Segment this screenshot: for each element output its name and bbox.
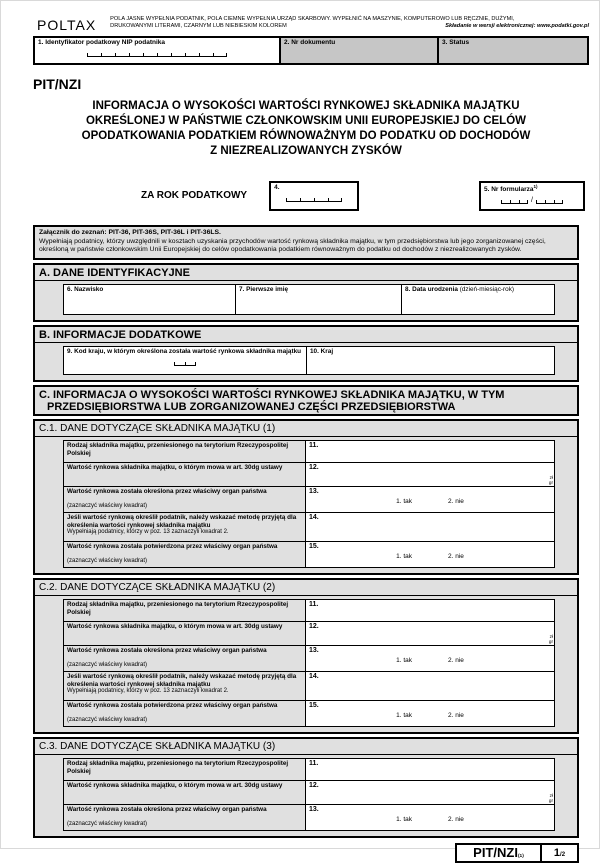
section-a-title: A. DANE IDENTYFIKACYJNE <box>35 265 577 281</box>
c2-row-13 <box>63 645 555 672</box>
c3-row-13-label-cell: Wartość rynkowa została określona przez właściwy organ państwa (zaznaczyć właściwy kwadrat) <box>63 804 306 831</box>
c1-row-13 <box>63 486 555 513</box>
option-tak[interactable]: 1. tak <box>396 498 412 506</box>
option-nie[interactable]: 2. nie <box>448 816 464 824</box>
form-number-field[interactable] <box>479 181 585 211</box>
option-nie[interactable]: 2. nie <box>448 498 464 506</box>
country-label: 10. Kraj <box>310 347 334 355</box>
tax-year-comb-input[interactable] <box>286 196 342 202</box>
option-tak[interactable]: 1. tak <box>396 712 412 720</box>
page-footer <box>33 843 579 863</box>
c3-row-11-label-cell: Rodzaj składnika majątku, przeniesionego na terytorium Rzeczypospolitej Polskiej <box>63 758 306 781</box>
top-bar <box>33 13 589 33</box>
country-code-comb-input[interactable] <box>174 360 196 366</box>
form-number-footnote-marker: 1) <box>533 184 538 189</box>
section-c-title <box>35 387 577 414</box>
section-a <box>33 263 579 322</box>
tax-year-label: ZA ROK PODATKOWY <box>141 190 248 201</box>
form-number-slash: / <box>531 197 533 205</box>
currency-units: zł gr <box>548 793 553 803</box>
c1-row-12-label-cell: Wartość rynkowa składnika majątku, o którym mowa w art. 30dg ustawy <box>63 462 306 487</box>
c1-row-15 <box>63 541 555 568</box>
instruction-line-2: DRUKOWANYMI LITERAMI, CZARNYM LUB NIEBIESKIM KOLOREM <box>110 23 287 29</box>
c1-row-15-label-cell: Wartość rynkowa została potwierdzona przez właściwy organ państwa (zaznaczyć właściwy kwadrat) <box>63 541 306 568</box>
status-label: 3. Status <box>442 39 470 46</box>
section-c3-title: C.3. DANE DOTYCZĄCE SKŁADNIKA MAJĄTKU (3) <box>35 739 577 755</box>
c2-row-13-label-cell: Wartość rynkowa została określona przez właściwy organ państwa (zaznaczyć właściwy kwadrat) <box>63 645 306 672</box>
section-c1-title: C.1. DANE DOTYCZĄCE SKŁADNIKA MAJĄTKU (1) <box>35 421 577 437</box>
c3-row-12-label-cell: Wartość rynkowa składnika majątku, o którym mowa w art. 30dg ustawy <box>63 780 306 805</box>
tax-year-row <box>33 181 585 211</box>
section-b <box>33 325 579 382</box>
c2-row-11-label-cell: Rodzaj składnika majątku, przeniesionego na terytorium Rzeczypospolitej Polskiej <box>63 599 306 622</box>
c2-row-11-input-cell[interactable]: 11. <box>305 599 555 622</box>
firstname-label: 7. Pierwsze imię <box>239 285 289 293</box>
c1-row-14-label-cell: Jeśli wartość rynkową określił podatnik, należy wskazać metodę przyjętą dla określenia wartości rynkowej składnika majątku Wypełniają podatnicy, którzy w poz. 13 zaznaczyli kwadrat 2. <box>63 512 306 542</box>
c1-row-15-input-cell: 15. 1. tak 2. nie <box>305 541 555 568</box>
attachment-note-line1: Załącznik do zeznań: PIT-36, PIT-36S, PIT-36L i PIT-36LS. <box>39 229 221 236</box>
section-c1 <box>33 419 579 575</box>
option-nie[interactable]: 2. nie <box>448 553 464 561</box>
instruction-line-1: POLA JASNE WYPEŁNIA PODATNIK, POLA CIEMNE WYPEŁNIA URZĄD SKARBOWY. WYPEŁNIĆ NA MASZYNIE, KOMPUTEROWO LUB RĘCZNIE, DUŻYMI, <box>110 16 515 22</box>
c1-row-13-input-cell: 13. 1. tak 2. nie <box>305 486 555 513</box>
c2-row-11 <box>63 599 555 622</box>
section-b-title: B. INFORMACJE DODATKOWE <box>35 327 577 343</box>
c3-row-11 <box>63 758 555 781</box>
nip-field-label: 1. Identyfikator podatkowy NIP podatnika <box>38 39 166 46</box>
form-code-heading: PIT/NZI <box>33 76 82 92</box>
title-line-1: INFORMACJA O WYSOKOŚCI WARTOŚCI RYNKOWEJ SKŁADNIKA MAJĄTKU <box>92 100 520 112</box>
footer-page-total: /2 <box>560 851 566 858</box>
attachment-note-line2: Wypełniają podatnicy, którzy uwzględnili w kosztach uzyskania przychodów wartość rynkową składnika majątku, w tym przedsiębiorstwa lub jego zorganizowanej części, określoną w państwie członkowskim Unii Europejskiej do celów opodatkowania podatkiem równoważnym do podatku od dochodów z niezrealizowanych zysków. <box>39 237 546 254</box>
option-nie[interactable]: 2. nie <box>448 657 464 665</box>
c1-row-12-input-cell[interactable]: 12. zł gr <box>305 462 555 487</box>
footer-form-code: PIT/NZI <box>473 845 518 861</box>
section-c3 <box>33 737 579 838</box>
footer-page-number-box <box>540 843 579 863</box>
poltax-logo: POLTAX <box>37 17 97 33</box>
c1-row-13-label-cell: Wartość rynkowa została określona przez właściwy organ państwa (zaznaczyć właściwy kwadrat) <box>63 486 306 513</box>
section-c2-title: C.2. DANE DOTYCZĄCE SKŁADNIKA MAJĄTKU (2) <box>35 580 577 596</box>
c2-row-12-label-cell: Wartość rynkowa składnika majątku, o którym mowa w art. 30dg ustawy <box>63 621 306 646</box>
tax-year-field-number: 4. <box>274 184 280 191</box>
c2-row-14-label-cell: Jeśli wartość rynkową określił podatnik, należy wskazać metodę przyjętą dla określenia wartości rynkowej składnika majątku Wypełniają podatnicy, którzy w poz. 13 zaznaczyli kwadrat 2. <box>63 671 306 701</box>
birthdate-label: 8. Data urodzenia <box>405 285 458 293</box>
surname-field[interactable] <box>63 284 236 315</box>
c2-row-13-input-cell: 13. 1. tak 2. nie <box>305 645 555 672</box>
birthdate-field[interactable] <box>401 284 555 315</box>
section-c2 <box>33 578 579 734</box>
c1-row-14-input-cell[interactable]: 14. <box>305 512 555 542</box>
footer-form-code-subscript: (1) <box>517 853 524 859</box>
c3-row-11-input-cell[interactable]: 11. <box>305 758 555 781</box>
nip-comb-input[interactable] <box>87 51 227 57</box>
c2-row-15-input-cell: 15. 1. tak 2. nie <box>305 700 555 727</box>
title-line-3: OPODATKOWANIA PODATKIEM RÓWNOWAŻNYM DO PODATKU OD DOCHODÓW <box>81 130 531 142</box>
currency-units: zł gr <box>548 475 553 485</box>
filling-instructions <box>110 13 589 30</box>
option-tak[interactable]: 1. tak <box>396 657 412 665</box>
c1-row-14 <box>63 512 555 542</box>
c3-row-12 <box>63 780 555 805</box>
firstname-field[interactable] <box>235 284 402 315</box>
c3-row-12-input-cell[interactable]: 12. zł gr <box>305 780 555 805</box>
document-number-label: 2. Nr dokumentu <box>284 39 336 46</box>
section-c-header <box>33 385 579 416</box>
c2-row-15 <box>63 700 555 727</box>
identification-row <box>33 36 589 65</box>
c2-row-14-input-cell[interactable]: 14. <box>305 671 555 701</box>
section-c-title-line2: PRZEDSIĘBIORSTWA LUB ZORGANIZOWANEJ CZĘŚCI PRZEDSIĘBIORSTWA <box>47 400 456 413</box>
attachment-note-box <box>33 225 579 260</box>
efiling-note: Składanie w wersji elektronicznej: www.podatki.gov.pl <box>445 23 589 29</box>
surname-label: 6. Nazwisko <box>67 285 104 293</box>
c1-row-11-input-cell[interactable]: 11. <box>305 440 555 463</box>
birthdate-hint: (dzień-miesiąc-rok) <box>459 285 515 293</box>
form-number-comb-left[interactable] <box>501 198 528 204</box>
c1-row-11 <box>63 440 555 463</box>
country-code-field[interactable] <box>63 346 307 375</box>
footer-form-code-box <box>455 843 542 863</box>
footer-page-number: 1 <box>553 846 561 859</box>
option-nie[interactable]: 2. nie <box>448 712 464 720</box>
c2-row-12-input-cell[interactable]: 12. zł gr <box>305 621 555 646</box>
c2-row-12 <box>63 621 555 646</box>
c3-row-13 <box>63 804 555 831</box>
form-number-label: 5. Nr formularza <box>484 186 534 194</box>
c1-row-12 <box>63 462 555 487</box>
option-tak[interactable]: 1. tak <box>396 553 412 561</box>
title-line-2: OKREŚLONEJ W PAŃSTWIE CZŁONKOWSKIM UNII EUROPEJSKIEJ DO CELÓW <box>85 115 526 127</box>
tax-year-field[interactable] <box>269 181 359 211</box>
currency-units: zł gr <box>548 634 553 644</box>
title-line-4: Z NIEZREALIZOWANYCH ZYSKÓW <box>210 145 402 157</box>
country-field[interactable] <box>306 346 555 375</box>
country-code-label: 9. Kod kraju, w którym określona została wartość rynkowa składnika majątku <box>67 347 302 355</box>
c3-row-13-input-cell: 13. 1. tak 2. nie <box>305 804 555 831</box>
form-title <box>33 99 579 159</box>
document-number-field[interactable] <box>279 36 439 65</box>
c1-row-11-label-cell: Rodzaj składnika majątku, przeniesionego na terytorium Rzeczypospolitej Polskiej <box>63 440 306 463</box>
nip-field[interactable] <box>33 36 281 65</box>
section-c-title-line1: C. INFORMACJA O WYSOKOŚCI WARTOŚCI RYNKOWEJ SKŁADNIKA MAJĄTKU, W TYM <box>39 388 505 401</box>
c2-row-14 <box>63 671 555 701</box>
option-tak[interactable]: 1. tak <box>396 816 412 824</box>
c2-row-15-label-cell: Wartość rynkowa została potwierdzona przez właściwy organ państwa (zaznaczyć właściwy kwadrat) <box>63 700 306 727</box>
status-field[interactable] <box>437 36 589 65</box>
form-number-comb-right[interactable] <box>536 198 563 204</box>
